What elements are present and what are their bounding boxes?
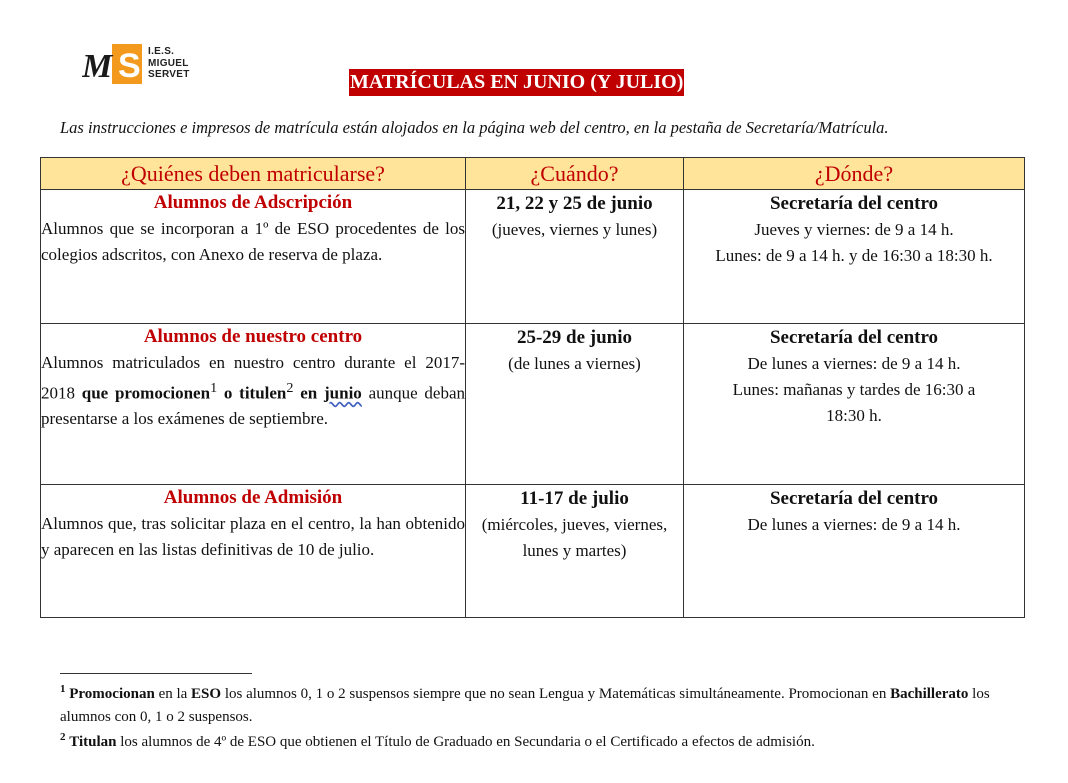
when-dates: 11-17 de julio xyxy=(520,488,629,509)
june-term: junio xyxy=(324,383,362,403)
when-cell xyxy=(466,324,684,485)
who-cell xyxy=(41,324,466,485)
who-title: Alumnos de Admisión xyxy=(163,487,343,508)
footnote-term: Titulan xyxy=(69,734,117,750)
intro-text: Las instrucciones e impresos de matrícula están alojados en la página web del centro, en la pestaña de Secretaría/Matrícula. xyxy=(60,118,889,137)
where-cell xyxy=(684,190,1025,324)
promote-term: que promocionen xyxy=(81,383,211,403)
ms-logo-icon xyxy=(82,44,146,84)
table-row xyxy=(41,324,1025,485)
header-when: ¿Cuándo? xyxy=(466,158,684,190)
when-cell xyxy=(466,485,684,618)
graduate-term: o titulen xyxy=(223,383,287,403)
footnote-term: Bachillerato xyxy=(890,686,969,702)
school-logo xyxy=(82,44,202,84)
footnote-number: 1 xyxy=(60,683,66,695)
where-place: Secretaría del centro xyxy=(769,488,939,509)
where-hours: Lunes: mañanas y tardes de 16:30 a 18:30 h. xyxy=(732,380,976,425)
footnote-ref-2: 2 xyxy=(286,379,294,396)
where-place: Secretaría del centro xyxy=(769,193,939,214)
logo-wordmark xyxy=(148,46,190,81)
footnote-term: Promocionan xyxy=(69,686,155,702)
table-row xyxy=(41,485,1025,618)
where-hours: Jueves y viernes: de 9 a 14 h. xyxy=(754,220,954,239)
when-days: (jueves, viernes y lunes) xyxy=(491,220,658,239)
table-row xyxy=(41,190,1025,324)
where-place: Secretaría del centro xyxy=(769,327,939,348)
footnote-number: 2 xyxy=(60,731,66,743)
logo-line-ies: I.E.S. xyxy=(148,46,175,57)
table-header-row xyxy=(41,158,1025,190)
who-cell xyxy=(41,190,466,324)
where-cell xyxy=(684,485,1025,618)
footnote-separator xyxy=(60,673,252,674)
when-dates: 21, 22 y 25 de junio xyxy=(496,193,653,214)
who-title: Alumnos de Adscripción xyxy=(153,192,353,213)
svg-text:S: S xyxy=(118,47,141,84)
who-text-part: aunque deban presentarse a los exámenes de septiembre. xyxy=(41,383,466,428)
where-hours: Lunes: de 9 a 14 h. y de 16:30 a 18:30 h. xyxy=(715,246,993,265)
who-description: Alumnos que, tras solicitar plaza en el centro, la han obtenido y aparecen en las listas definitivas de 10 de julio. xyxy=(41,514,465,559)
who-text-part: Alumnos matriculados en nuestro centro durante el 2017-2018 xyxy=(41,353,465,403)
header-where: ¿Dónde? xyxy=(684,158,1025,190)
footnote-2 xyxy=(60,731,1020,754)
where-cell xyxy=(684,324,1025,485)
when-days: (miércoles, jueves, viernes, lunes y martes) xyxy=(481,515,668,560)
who-cell xyxy=(41,485,466,618)
svg-text:M: M xyxy=(82,48,113,84)
footnote-term: ESO xyxy=(191,686,222,702)
enrollment-table xyxy=(40,157,1025,618)
when-dates: 25-29 de junio xyxy=(516,327,633,348)
when-days: (de lunes a viernes) xyxy=(508,354,641,373)
logo-line-servet: SERVET xyxy=(148,69,190,80)
footnote-text: los alumnos 0, 1 o 2 suspensos siempre que no sean Lengua y Matemáticas simultáneamente. Promocionan en xyxy=(224,686,887,702)
who-title: Alumnos de nuestro centro xyxy=(143,326,363,347)
footnote-text: los alumnos con 0, 1 o 2 suspensos. xyxy=(60,686,990,725)
footnote-text: los alumnos de 4º de ESO que obtienen el Título de Graduado en Secundaria o el Certificado a efectos de admisión. xyxy=(120,734,815,750)
header-who: ¿Quiénes deben matricularse? xyxy=(41,158,466,190)
who-description: Alumnos que se incorporan a 1º de ESO procedentes de los colegios adscritos, con Anexo de reserva de plaza. xyxy=(41,219,465,264)
logo-line-miguel: MIGUEL xyxy=(148,57,189,69)
who-description xyxy=(41,350,465,431)
page-title: MATRÍCULAS EN JUNIO (Y JULIO) xyxy=(349,69,684,96)
footnote-ref-1: 1 xyxy=(210,379,218,396)
in-term: en xyxy=(300,383,318,403)
footnote-1 xyxy=(60,683,1020,729)
where-hours: De lunes a viernes: de 9 a 14 h. xyxy=(747,354,961,373)
footnote-text: en la xyxy=(158,686,188,702)
when-cell xyxy=(466,190,684,324)
where-hours: De lunes a viernes: de 9 a 14 h. xyxy=(747,515,961,534)
